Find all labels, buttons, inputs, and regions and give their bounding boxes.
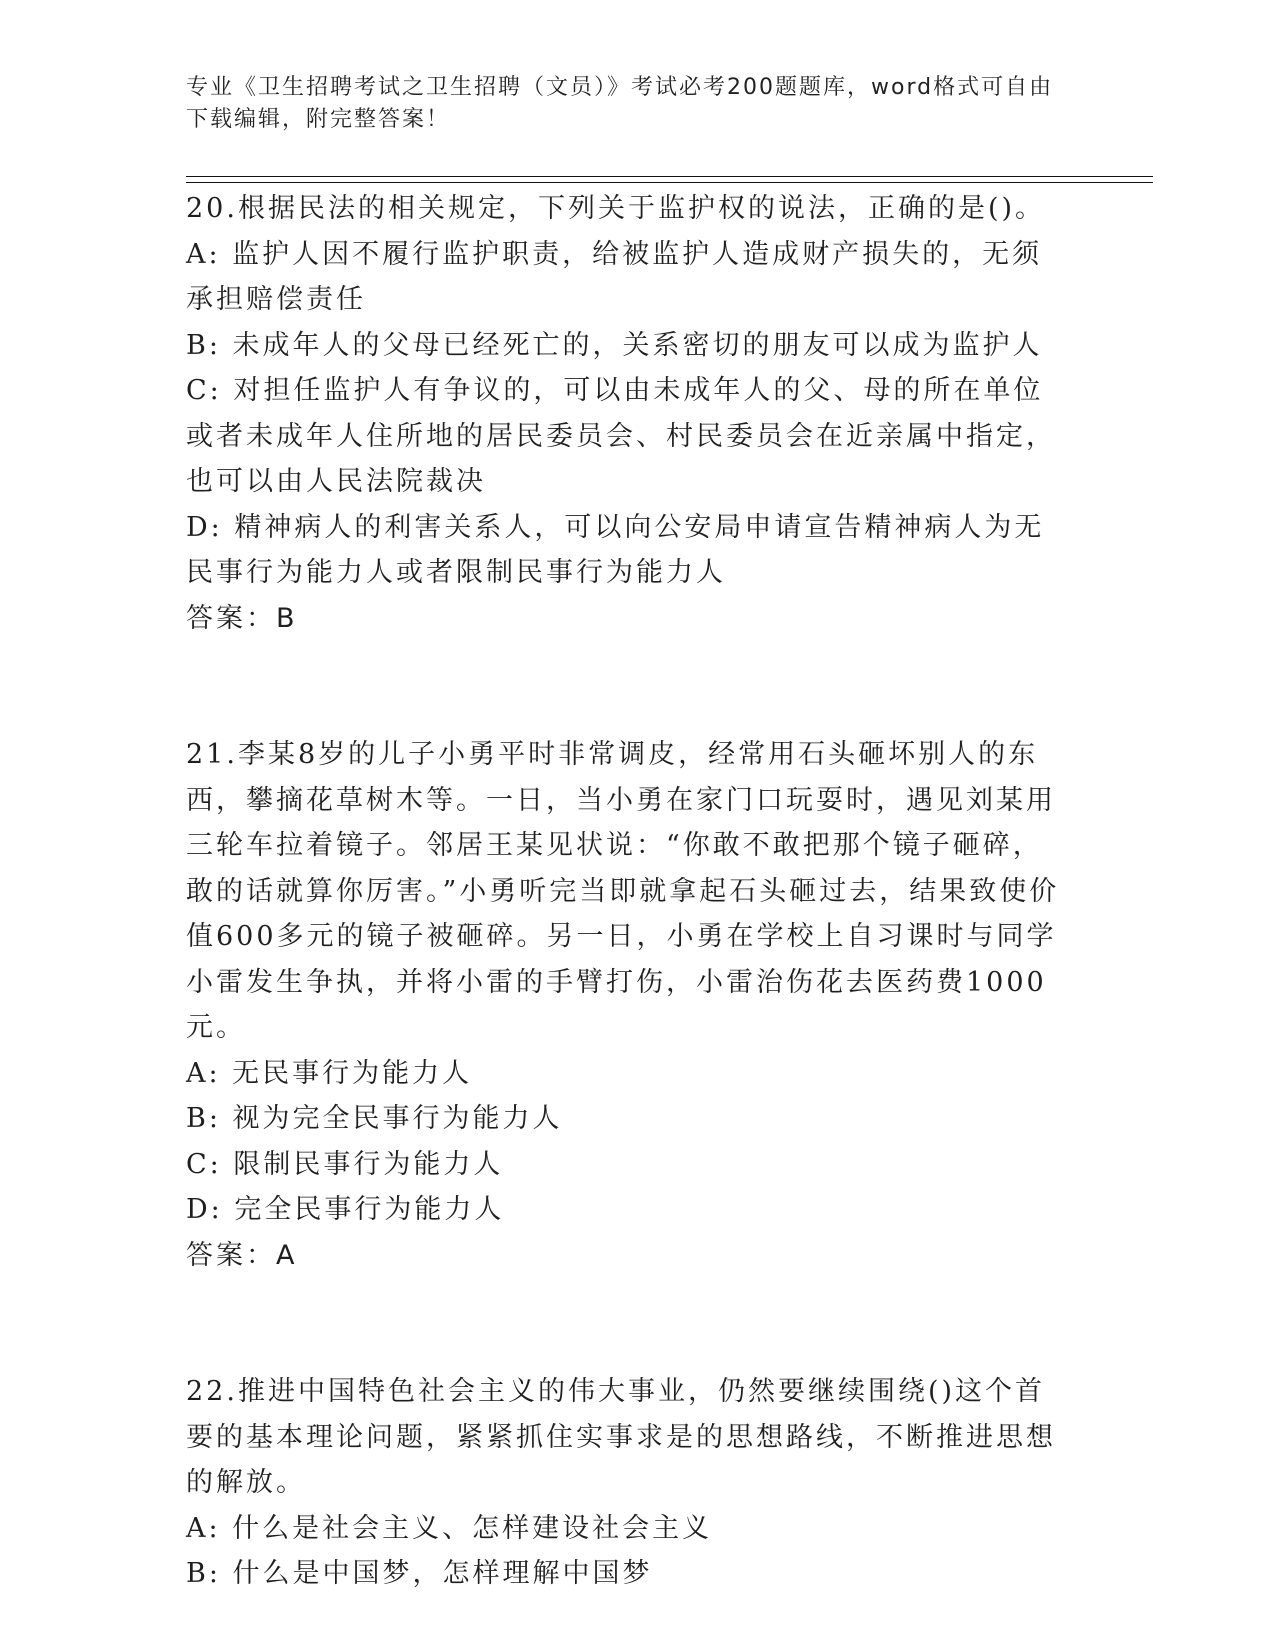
question-20 [186,186,1066,641]
answer-label: 答案：B [186,602,298,634]
answer-label: 答案：A [186,1239,298,1271]
option-a: A: 无民事行为能力人 [186,1057,473,1089]
question-spacer [186,1278,1066,1369]
question-22 [186,1369,1066,1597]
header-divider-top [186,176,1153,177]
option-d: D: 精神病人的利害关系人，可以向公安局申请宣告精神病人为无民事行为能力人或者限制民事行为能力人 [186,511,1045,588]
question-21 [186,732,1066,1278]
option-b: B: 什么是中国梦，怎样理解中国梦 [186,1558,653,1589]
option-b: B: 视为完全民事行为能力人 [186,1103,563,1134]
option-b: B: 未成年人的父母已经死亡的，关系密切的朋友可以成为监护人 [186,329,1043,361]
option-d: D: 完全民事行为能力人 [186,1194,505,1225]
question-list [186,186,1066,1597]
question-stem: 22.推进中国特色社会主义的伟大事业，仍然要继续围绕()这个首要的基本理论问题，紧紧抓住实事求是的思想路线，不断推进思想的解放。 [186,1376,1056,1498]
document-header [186,72,1066,136]
question-stem: 21.李某8岁的儿子小勇平时非常调皮，经常用石头砸坏别人的东西，攀摘花草树木等。一日，当小勇在家门口玩耍时，遇见刘某用三轮车拉着镜子。邻居王某见状说：“你敢不敢把那个镜子砸碎，敢的话就算你厉害。”小勇听完当即就拿起石头砸过去，结果致使价值600多元的镜子被砸碎。另一日，小勇在学校上自习课时与同学小雷发生争执，并将小雷的手臂打伤，小雷治伤花去医药费1000元。 [186,739,1060,1043]
question-stem: 20.根据民法的相关规定，下列关于监护权的说法，正确的是()。 [186,193,1046,224]
option-c: C: 限制民事行为能力人 [186,1148,504,1180]
option-c: C: 对担任监护人有争议的，可以由未成年人的父、母的所在单位或者未成年人住所地的居民委员会、村民委员会在近亲属中指定，也可以由人民法院裁决 [186,375,1056,497]
option-a: A: 什么是社会主义、怎样建设社会主义 [186,1512,713,1544]
header-text: 专业《卫生招聘考试之卫生招聘（文员）》考试必考200题题库，word格式可自由下载编辑，附完整答案！ [186,75,1054,132]
option-a: A: 监护人因不履行监护职责，给被监护人造成财产损失的，无须承担赔偿责任 [186,238,1043,315]
header-divider-bottom [186,182,1153,183]
question-spacer [186,641,1066,732]
